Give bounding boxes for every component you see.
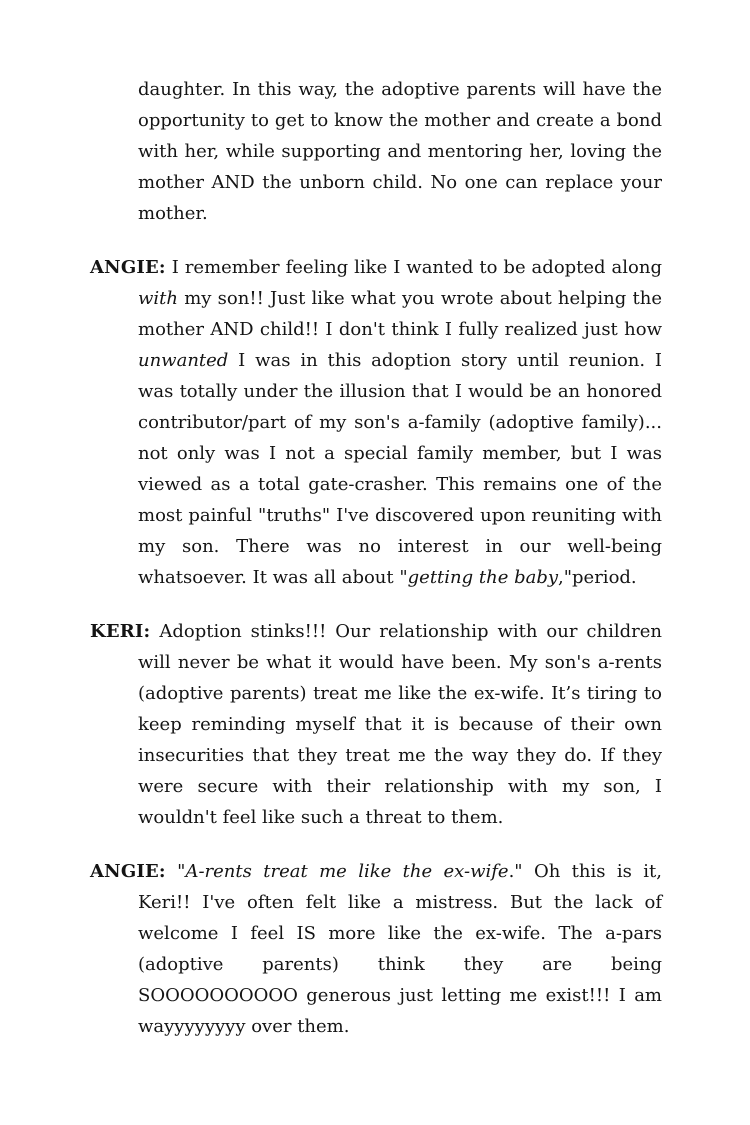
page-body: [90, 74, 662, 1065]
paragraph: [90, 252, 662, 593]
text-segment: ,"period.: [558, 567, 637, 588]
text-segment: I was in this adoption story until reunion. I was totally under the illusion that I would be an honored contributor/part of my son's a-family (adoptive family)... not only was I not a special family member, but I was viewed as a total gate-crasher. This remains one of the most painful "truths" I've discovered upon reuniting with my son. There was no interest in our well-being whatsoever. It was all about ": [138, 350, 662, 588]
paragraph: [90, 856, 662, 1042]
paragraph: [138, 74, 662, 229]
text-segment: Adoption stinks!!! Our relationship with our children will never be what it would have been. My son's a-rents (adoptive parents) treat me like the ex-wife. It’s tiring to keep reminding myself that it is because of their own insecurities that they treat me the way they do. If they were secure with their relationship with my son, I wouldn't feel like such a threat to them.: [138, 621, 662, 828]
speaker-label: KERI:: [90, 621, 151, 642]
text-segment: ." Oh this is it, Keri!! I've often felt like a mistress. But the lack of welcome I feel IS more like the ex-wife. The a-pars (adoptive parents) think they are being SOOOOOOOOOO generous just letting me exist!!! I am wayyyyyyyy over them.: [138, 861, 662, 1037]
text-segment: my son!! Just like what you wrote about helping the mother AND child!! I don't think I fully realized just how: [138, 288, 662, 340]
text-segment: with: [138, 288, 178, 309]
speaker-label: ANGIE:: [90, 861, 166, 882]
text-segment: getting the baby: [407, 567, 559, 588]
text-segment: ": [177, 861, 186, 882]
paragraph: [90, 616, 662, 833]
text-segment: unwanted: [138, 350, 229, 371]
text-segment: daughter. In this way, the adoptive parents will have the opportunity to get to know the mother and create a bond with her, while supporting and mentoring her, loving the mother AND the unborn child. No one can replace your mother.: [138, 79, 662, 224]
text-segment: A-rents treat me like the ex-wife: [185, 861, 509, 882]
text-segment: I remember feeling like I wanted to be adopted along: [171, 257, 662, 278]
speaker-label: ANGIE:: [90, 257, 166, 278]
